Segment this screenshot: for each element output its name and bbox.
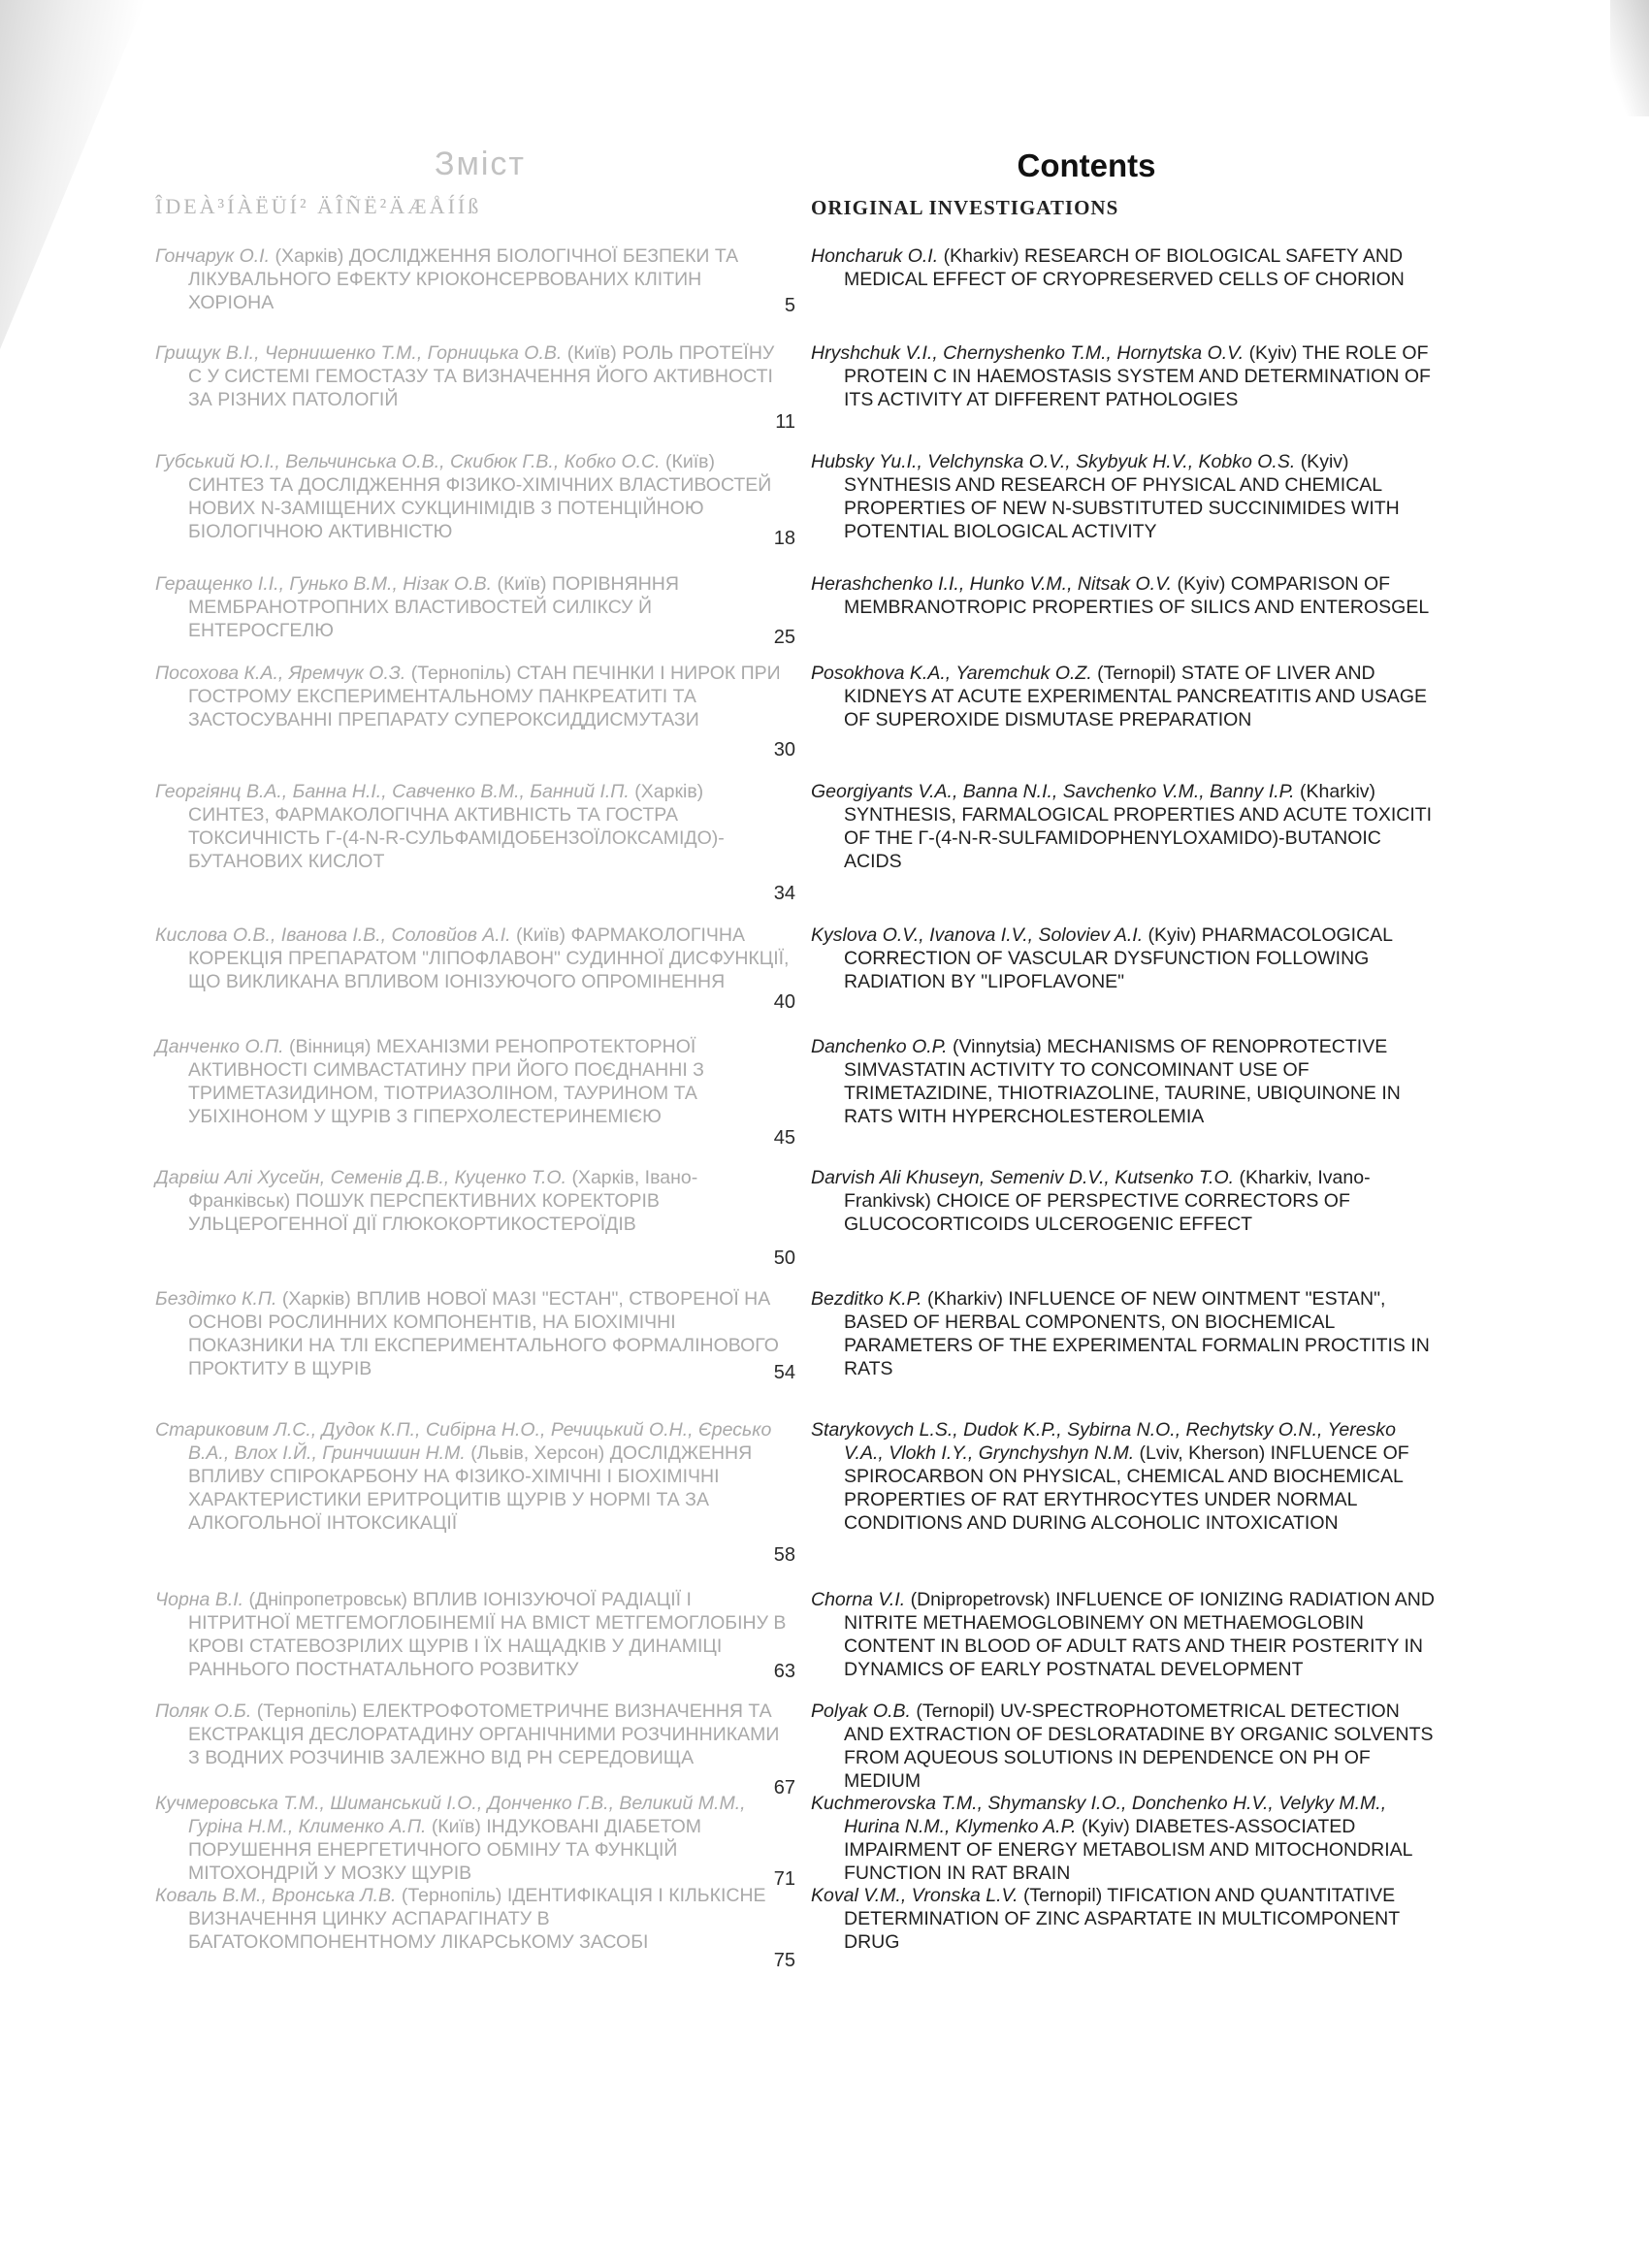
toc-entry-page-number: 30	[773, 739, 795, 761]
toc-entry-ua-title: МЕХАНІЗМИ РЕНОПРОТЕКТОРНОЇ АКТИВНОСТІ СИМВАСТАТИНУ ПРИ ЙОГО ПОЄДНАННІ З ТРИМЕТАЗИДИНОМ, ТІОТРИАЗОЛІНОМ, ТАУРИНОМ ТА УБІХІНОНОМ У ЩУРІВ З ГІПЕРХОЛЕСТЕРИНЕМІЄЮ	[188, 1036, 704, 1127]
toc-entry-ua-city: (Харків)	[281, 1288, 351, 1310]
toc-entry-page-number: 5	[784, 295, 795, 316]
toc-entry-en-city: (Vinnytsia)	[953, 1036, 1042, 1057]
toc-entry-en-authors: Hubsky Yu.I., Velchynska O.V., Skybyuk H.V., Kobko O.S.	[811, 451, 1296, 472]
toc-entry-en[interactable]	[811, 1884, 1432, 1954]
toc-entry-en-authors: Kuchmerovska T.M., Shymansky I.O., Donchenko H.V., Velyky M.M., Hurina N.M., Klymenko A.P.	[811, 1793, 1387, 1837]
toc-entry-en-text	[811, 244, 1436, 291]
toc-entry-ua-city: (Київ)	[497, 573, 547, 595]
toc-entry-en-city: (Ternopil)	[1097, 663, 1177, 684]
toc-entry-en-title: COMPARISON OF MEMBRANOTROPIC PROPERTIES OF SILICS AND ENTEROSGEL	[844, 573, 1430, 618]
toc-entry-en-text	[811, 662, 1436, 731]
toc-entry-en-city: (Kharkiv, Ivano-Frankivsk)	[844, 1167, 1371, 1212]
toc-entry-ua-title: ЕЛЕКТРОФОТОМЕТРИЧНЕ ВИЗНАЧЕННЯ ТА ЕКСТРАКЦІЯ ДЕСЛОРАТАДИНУ ОРГАНІЧНИМИ РОЗЧИННИКАМИ З ВОДНИХ РОЗЧИНІВ ЗАЛЕЖНО ВІД РН СЕРЕДОВИЩА	[188, 1701, 780, 1768]
toc-entry-en-city: (Ternopil)	[1022, 1885, 1103, 1906]
toc-entry-ua-authors: Коваль В.М., Вронська Л.В.	[155, 1885, 397, 1906]
toc-entry-ua-text	[155, 450, 790, 543]
toc-entry-en-title: STATE OF LIVER AND KIDNEYS AT ACUTE EXPERIMENTAL PANCREATITIS AND USAGE OF SUPEROXIDE DISMUTASE PREPARATION	[844, 663, 1428, 730]
toc-entry-ua[interactable]	[155, 1287, 795, 1383]
toc-entry-ua-text	[155, 1035, 790, 1128]
section-heading-ua: ÎDEÀ³ÍÀËÜÍ² ÄÎÑË²ÄÆÅÍÍß	[155, 194, 482, 218]
toc-entry-page-number: 54	[773, 1362, 795, 1383]
toc-entry-page-number: 71	[773, 1868, 795, 1890]
toc-entry-en[interactable]	[811, 923, 1432, 993]
toc-entry-en-text	[811, 1166, 1436, 1236]
toc-entry-en-authors: Starykovych L.S., Dudok K.P., Sybirna N.O., Rechytsky O.N., Yeresko V.A., Vlokh I.Y., Grynchyshyn N.M.	[811, 1419, 1396, 1464]
toc-entry-ua-text	[155, 1700, 790, 1769]
toc-entry-page-number: 25	[773, 627, 795, 648]
toc-entry-ua-city: (Київ)	[431, 1816, 481, 1837]
toc-entry-en[interactable]	[811, 1166, 1432, 1236]
toc-entry-page-number: 34	[773, 883, 795, 904]
toc-entry-en-title: UV-SPECTROPHOTOMETRICAL DETECTION AND EXTRACTION OF DESLORATADINE BY ORGANIC SOLVENTS FROM AQUEOUS SOLUTIONS IN DEPENDENCE ON PH OF MEDIUM	[844, 1701, 1434, 1792]
toc-entry-ua-city: (Харків, Івано-Франківськ)	[188, 1167, 698, 1212]
toc-entry-ua-title: ВПЛИВ НОВОЇ МАЗІ "ЕСТАН", СТВОРЕНОЇ НА ОСНОВІ РОСЛИННИХ КОМПОНЕНТІВ, НА БІОХІМІЧНІ ПОКАЗНИКИ НА ТЛІ ЕКСПЕРИМЕНТАЛЬНОГО ФОРМАЛІНОВОГО ПРОКТИТУ В ЩУРІВ	[188, 1288, 779, 1379]
toc-entry-ua-text	[155, 572, 790, 642]
toc-entry-ua-authors: Гончарук О.І.	[155, 245, 271, 267]
toc-entry-ua-city: (Київ)	[515, 924, 566, 946]
toc-entry-en[interactable]	[811, 244, 1432, 291]
toc-entry-ua[interactable]	[155, 1700, 795, 1798]
toc-entry-ua-city: (Київ)	[664, 451, 715, 472]
toc-entry-ua-authors: Стариковим Л.С., Дудок К.П., Сибірна Н.О., Речицький О.Н., Єресько В.А., Влох І.Й., Гринчишин Н.М.	[155, 1419, 772, 1464]
toc-entry-ua[interactable]	[155, 1166, 795, 1269]
toc-entry-ua-authors: Кучмеровська Т.М., Шиманський І.О., Донченко Г.В., Великий М.М., Гуріна Н.М., Клименко А.П.	[155, 1793, 746, 1837]
toc-entry-ua[interactable]	[155, 1884, 795, 1971]
toc-entry-en-authors: Bezditko K.P.	[811, 1288, 922, 1310]
toc-entry-en-city: (Kyiv)	[1300, 451, 1349, 472]
toc-entry-en-authors: Darvish Ali Khuseyn, Semeniv D.V., Kutsenko T.O.	[811, 1167, 1235, 1188]
toc-entry-ua-text	[155, 341, 790, 411]
toc-entry-en-city: (Kyiv)	[1248, 342, 1298, 364]
toc-entry-en-city: (Kharkiv)	[926, 1288, 1003, 1310]
toc-entry-en-text	[811, 1418, 1436, 1535]
toc-entry-en-title: SYNTHESIS AND RESEARCH OF PHYSICAL AND CHEMICAL PROPERTIES OF NEW N-SUBSTITUTED SUCCINIMIDES WITH POTENTIAL BIOLOGICAL ACTIVITY	[844, 474, 1400, 542]
toc-entry-page-number: 58	[773, 1544, 795, 1566]
toc-entry-page-number: 67	[773, 1777, 795, 1798]
toc-entry-ua-city: (Вінниця)	[289, 1036, 372, 1057]
toc-entry-en-title: MECHANISMS OF RENOPROTECTIVE SIMVASTATIN ACTIVITY TO CONCOMINANT USE OF TRIMETAZIDINE, THIOTRIAZOLINE, TAURINE, UBIQUINONE IN RATS WITH HYPERCHOLESTEROLEMIA	[844, 1036, 1401, 1127]
toc-entry-ua-authors: Грищук В.І., Чернишенко Т.М., Горницька О.В.	[155, 342, 563, 364]
toc-entry-en-title: DIABETES-ASSOCIATED IMPAIRMENT OF ENERGY METABOLISM AND MITOCHONDRIAL FUNCTION IN RAT BRAIN	[844, 1816, 1412, 1884]
toc-entry-ua-city: (Львів, Херсон)	[470, 1442, 605, 1464]
page-edge-shadow	[1610, 0, 1649, 116]
toc-entry-en-city: (Kharkiv)	[1300, 781, 1376, 802]
toc-entry-en[interactable]	[811, 1792, 1432, 1885]
toc-entry-en-title: INFLUENCE OF NEW OINTMENT "ESTAN", BASED OF HERBAL COMPONENTS, ON BIOCHEMICAL PARAMETERS OF THE EXPERIMENTAL FORMALIN PROCTITIS IN RATS	[844, 1288, 1430, 1379]
toc-entry-ua[interactable]	[155, 1418, 795, 1566]
toc-entry-page-number: 45	[773, 1127, 795, 1149]
toc-entry-en-title: CHOICE OF PERSPECTIVE CORRECTORS OF GLUCOCORTICOIDS ULCEROGENIC EFFECT	[844, 1190, 1350, 1235]
toc-entry-page-number: 40	[773, 991, 795, 1013]
toc-entry-ua-title: СИНТЕЗ, ФАРМАКОЛОГІЧНА АКТИВНІСТЬ ТА ГОСТРА ТОКСИЧНІСТЬ Γ-(4-N-R-СУЛЬФАМІДОБЕНЗОЇЛОКСАМІДО)-БУТАНОВИХ КИСЛОТ	[188, 804, 725, 872]
toc-entry-ua[interactable]	[155, 1792, 795, 1890]
toc-entry-ua-text	[155, 244, 790, 314]
toc-entry-ua[interactable]	[155, 572, 795, 648]
toc-entry-en-authors: Chorna V.I.	[811, 1589, 906, 1610]
toc-entry-ua-title: ПОРІВНЯННЯ МЕМБРАНОТРОПНИХ ВЛАСТИВОСТЕЙ СИЛІКСУ Й ЕНТЕРОСГЕЛЮ	[188, 573, 679, 641]
toc-entry-en[interactable]	[811, 780, 1432, 873]
toc-entry-ua-authors: Посохова К.А., Яремчук О.З.	[155, 663, 406, 684]
page-corner-shadow	[0, 0, 146, 349]
toc-entry-en-city: (Lviv, Kherson)	[1139, 1442, 1266, 1464]
toc-entry-ua[interactable]	[155, 780, 795, 904]
toc-entry-ua-authors: Кислова О.В., Іванова І.В., Соловйов А.І.	[155, 924, 511, 946]
toc-entry-en[interactable]	[811, 1700, 1432, 1793]
toc-entry-ua-title: ВПЛИВ ІОНІЗУЮЧОЇ РАДІАЦІЇ І НІТРИТНОЇ МЕТГЕМОГЛОБІНЕМІЇ НА ВМІСТ МЕТГЕМОГЛОБІНУ В КРОВІ СТАТЕВОЗРІЛИХ ЩУРІВ І ЇХ НАЩАДКІВ У ДИНАМІЦІ РАННЬОГО ПОСТНАТАЛЬНОГО РОЗВИТКУ	[188, 1589, 787, 1680]
toc-entry-ua[interactable]	[155, 1588, 795, 1681]
toc-entry-en-authors: Herashchenko I.I., Hunko V.M., Nitsak O.V.	[811, 573, 1173, 595]
contents-title-ua: Зміст	[434, 146, 527, 182]
toc-entry-en-city: (Kyiv)	[1148, 924, 1197, 946]
toc-entry-ua-authors: Дарвіш Алі Хусейн, Семенів Д.В., Куценко Т.О.	[155, 1167, 567, 1188]
toc-entry-page-number: 11	[775, 411, 795, 433]
toc-entry-en-city: (Dnipropetrovsk)	[910, 1589, 1051, 1610]
toc-entry-ua-text	[155, 1166, 790, 1236]
toc-entry-ua-title: ДОСЛІДЖЕННЯ БІОЛОГІЧНОЇ БЕЗПЕКИ ТА ЛІКУВАЛЬНОГО ЕФЕКТУ КРІОКОНСЕРВОВАНИХ КЛІТИН ХОРІОНА	[188, 245, 739, 313]
toc-entry-en-title: SYNTHESIS, FARMALOGICAL PROPERTIES AND ACUTE TOXICITI OF THE Γ-(4-N-R-SULFAMIDOPHENYLOXAMIDO)-BUTANOIC ACIDS	[844, 804, 1433, 872]
toc-entry-ua-text	[155, 1418, 790, 1535]
toc-entry-en[interactable]	[811, 341, 1432, 411]
toc-entry-en-text	[811, 450, 1436, 543]
toc-entry-en-title: PHARMACOLOGICAL CORRECTION OF VASCULAR DYSFUNCTION FOLLOWING RADIATION BY "LIPOFLAVONE"	[844, 924, 1393, 992]
toc-entry-en-text	[811, 923, 1436, 993]
toc-entry-en-authors: Koval V.M., Vronska L.V.	[811, 1885, 1018, 1906]
toc-entry-ua-title: ФАРМАКОЛОГІЧНА КОРЕКЦІЯ ПРЕПАРАТОМ "ЛІПОФЛАВОН" СУДИННОЇ ДИСФУНКЦІЇ, ЩО ВИКЛИКАНА ВПЛИВОМ ІОНІЗУЮЧОГО ОПРОМІНЕННЯ	[188, 924, 790, 992]
toc-entry-en-title: INFLUENCE OF SPIROCARBON ON PHYSICAL, CHEMICAL AND BIOCHEMICAL PROPERTIES OF RAT ERYTHROCYTES UNDER NORMAL CONDITIONS AND DURING ALCOHOLIC INTOXICATION	[844, 1442, 1409, 1534]
toc-entry-en-city: (Kharkiv)	[943, 245, 1019, 267]
toc-entry-en[interactable]	[811, 1287, 1432, 1380]
toc-entry-ua-text	[155, 1588, 790, 1681]
toc-entry-en-authors: Posokhova K.A., Yaremchuk O.Z.	[811, 663, 1092, 684]
toc-entry-en-text	[811, 1588, 1436, 1681]
toc-entry-en-title: INFLUENCE OF IONIZING RADIATION AND NITRITE METHAEMOGLOBINEMY ON METHAEMOGLOBIN CONTENT IN BLOOD OF ADULT RATS AND THEIR POSTERITY IN DYNAMICS OF EARLY POSTNATAL DEVELOPMENT	[844, 1589, 1435, 1680]
toc-entry-en-title: TIFICATION AND QUANTITATIVE DETERMINATION OF ZINC ASPARTATE IN MULTICOMPONENT DRUG	[844, 1885, 1400, 1953]
toc-entry-page-number: 63	[773, 1661, 795, 1682]
toc-entry-en-authors: Hryshchuk V.I., Chernyshenko T.M., Hornytska O.V.	[811, 342, 1245, 364]
toc-entry-ua-title: ІНДУКОВАНІ ДІАБЕТОМ ПОРУШЕННЯ ЕНЕРГЕТИЧНОГО ОБМІНУ ТА ФУНКЦІЙ МІТОХОНДРІЙ У МОЗКУ ЩУРІВ	[188, 1816, 702, 1884]
toc-entry-ua-city: (Тернопіль)	[256, 1701, 358, 1722]
contents-title-en: Contents	[1017, 147, 1156, 183]
toc-entry-ua-title: РОЛЬ ПРОТЕЇНУ С У СИСТЕМІ ГЕМОСТАЗУ ТА ВИЗНАЧЕННЯ ЙОГО АКТИВНОСТІ ЗА РІЗНИХ ПАТОЛОГІЙ	[188, 342, 775, 410]
toc-entry-ua-text	[155, 923, 790, 993]
toc-entry-ua-authors: Поляк О.Б.	[155, 1701, 252, 1722]
toc-entry-ua-authors: Чорна В.І.	[155, 1589, 244, 1610]
toc-entry-en[interactable]	[811, 1418, 1432, 1535]
toc-entry-en[interactable]	[811, 450, 1432, 543]
toc-entry-en[interactable]	[811, 1588, 1435, 1681]
toc-entry-en-title: RESEARCH OF BIOLOGICAL SAFETY AND MEDICAL EFFECT OF CRYOPRESERVED CELLS OF CHORION	[844, 245, 1405, 290]
toc-entry-en-city: (Ternopil)	[916, 1701, 995, 1722]
toc-entry-ua[interactable]	[155, 662, 795, 761]
toc-entry-ua-text	[155, 1884, 790, 1954]
toc-entry-ua-title: ІДЕНТИФІКАЦІЯ І КІЛЬКІСНЕ ВИЗНАЧЕННЯ ЦИНКУ АСПАРАГІНАТУ В БАГАТОКОМПОНЕНТНОМУ ЛІКАРСЬКОМУ ЗАСОБІ	[188, 1885, 766, 1953]
toc-entry-ua-text	[155, 662, 790, 731]
toc-entry-ua-title: ПОШУК ПЕРСПЕКТИВНИХ КОРЕКТОРІВ УЛЬЦЕРОГЕННОЇ ДІЇ ГЛЮКОКОРТИКОСТЕРОЇДІВ	[188, 1190, 660, 1235]
toc-entry-en-authors: Kyslova O.V., Ivanova I.V., Soloviev A.I.	[811, 924, 1144, 946]
toc-entry-en-text	[811, 780, 1436, 873]
toc-entry-ua-authors: Губський Ю.І., Вельчинська О.В., Скибюк Г.В., Кобко О.С.	[155, 451, 661, 472]
toc-entry-en-authors: Danchenko O.P.	[811, 1036, 948, 1057]
toc-entry-en-city: (Kyiv)	[1177, 573, 1226, 595]
toc-entry-ua-city: (Харків)	[634, 781, 704, 802]
toc-entry-en-title: THE ROLE OF PROTEIN C IN HAEMOSTASIS SYSTEM AND DETERMINATION OF ITS ACTIVITY AT DIFFERENT PATHOLOGIES	[844, 342, 1431, 410]
toc-entry-en[interactable]	[811, 1035, 1432, 1128]
toc-entry-ua-city: (Київ)	[566, 342, 617, 364]
toc-entry-ua-city: (Дніпропетровськ)	[248, 1589, 408, 1610]
toc-entry-ua-city: (Тернопіль)	[401, 1885, 502, 1906]
toc-entry-en-authors: Polyak O.B.	[811, 1701, 911, 1722]
toc-entry-en-text	[811, 1884, 1436, 1954]
toc-entry-ua-text	[155, 780, 790, 873]
toc-entry-ua-text	[155, 1792, 790, 1885]
toc-entry-en-text	[811, 1792, 1436, 1885]
toc-entry-ua[interactable]	[155, 244, 795, 314]
section-heading-en: ORIGINAL INVESTIGATIONS	[811, 196, 1119, 219]
toc-entry-en[interactable]	[811, 572, 1432, 619]
toc-entry-ua-title: СТАН ПЕЧІНКИ І НИРОК ПРИ ГОСТРОМУ ЕКСПЕРИМЕНТАЛЬНОМУ ПАНКРЕАТИТІ ТА ЗАСТОСУВАННІ ПРЕПАРАТУ СУПЕРОКСИДДИСМУТАЗИ	[188, 663, 781, 730]
toc-entry-en-text	[811, 1035, 1436, 1128]
toc-entry-ua-city: (Харків)	[275, 245, 344, 267]
toc-entry-page-number: 75	[773, 1950, 795, 1971]
toc-entry-ua[interactable]	[155, 341, 795, 433]
toc-entry-ua[interactable]	[155, 1035, 795, 1149]
toc-entry-en[interactable]	[811, 662, 1432, 731]
toc-entry-ua-title: СИНТЕЗ ТА ДОСЛІДЖЕННЯ ФІЗИКО-ХІМІЧНИХ ВЛАСТИВОСТЕЙ НОВИХ N-ЗАМІЩЕНИХ СУКЦИНІМІДІВ З ПОТЕНЦІЙНОЮ БІОЛОГІЧНОЮ АКТИВНІСТЮ	[188, 474, 772, 542]
toc-entry-ua-text	[155, 1287, 790, 1380]
toc-entry-ua-title: ДОСЛІДЖЕННЯ ВПЛИВУ СПІРОКАРБОНУ НА ФІЗИКО-ХІМІЧНІ І БІОХІМІЧНІ ХАРАКТЕРИСТИКИ ЕРИТРОЦИТІВ ЩУРІВ У НОРМІ ТА ЗА АЛКОГОЛЬНОЇ ІНТОКСИКАЦІЇ	[188, 1442, 753, 1534]
toc-entry-ua-authors: Георгіянц В.А., Банна Н.І., Савченко В.М., Банний І.П.	[155, 781, 630, 802]
toc-entry-ua[interactable]	[155, 923, 795, 1013]
toc-entry-en-text	[811, 341, 1436, 411]
toc-entry-ua[interactable]	[155, 450, 795, 549]
toc-entry-en-city: (Kyiv)	[1081, 1816, 1130, 1837]
toc-entry-en-authors: Honcharuk O.I.	[811, 245, 939, 267]
toc-entry-ua-authors: Бездітко К.П.	[155, 1288, 277, 1310]
toc-entry-ua-city: (Тернопіль)	[410, 663, 512, 684]
toc-entry-en-text	[811, 1287, 1436, 1380]
toc-entry-ua-authors: Данченко О.П.	[155, 1036, 284, 1057]
toc-entry-ua-authors: Геращенко І.І., Гунько В.М., Нізак О.В.	[155, 573, 493, 595]
toc-entry-en-text	[811, 572, 1436, 619]
toc-entry-page-number: 18	[773, 528, 795, 549]
toc-entry-en-authors: Georgiyants V.A., Banna N.I., Savchenko V.M., Banny I.P.	[811, 781, 1295, 802]
toc-entry-page-number: 50	[773, 1247, 795, 1269]
toc-entry-en-text	[811, 1700, 1436, 1793]
